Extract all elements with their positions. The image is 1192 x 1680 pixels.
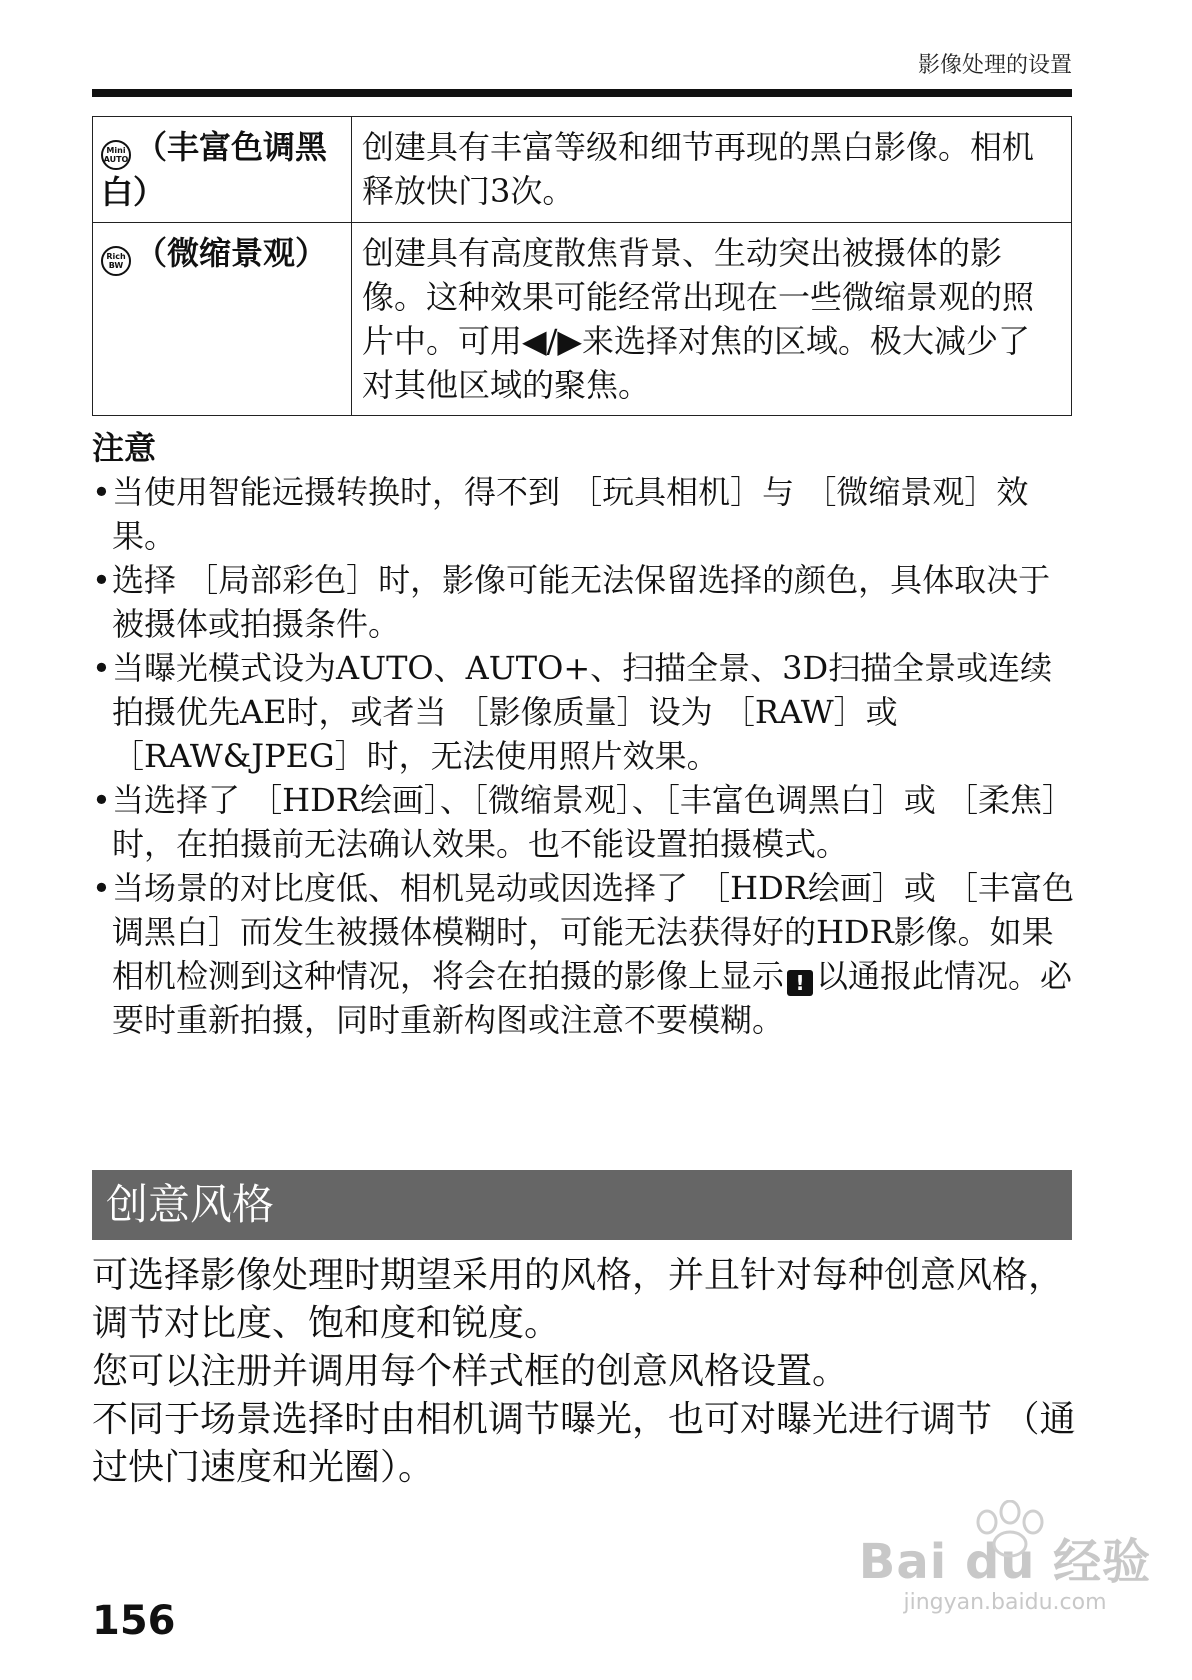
- baidu-jingyan-watermark: [855, 1500, 1155, 1640]
- notes-list: [92, 470, 1082, 1042]
- rich-bw-icon: Rich BW: [101, 246, 131, 276]
- effect-name: （微缩景观）: [135, 234, 328, 272]
- note-text: 当场景的对比度低、相机晃动或因选择了 ［HDR绘画］或 ［丰富色调黑白］而发生被摄体模糊时，可能无法获得好的HDR影像。如果相机检测到这种情况，将会在拍摄的影像上显示: [112, 869, 1075, 995]
- note-item: • 当使用智能远摄转换时，得不到 ［玩具相机］与 ［微缩景观］效果。: [92, 470, 1082, 558]
- section-paragraph: 可选择影像处理时期望采用的风格，并且针对每种创意风格，调节对比度、饱和度和锐度。: [92, 1255, 1065, 1344]
- watermark-brand: Bai du 经验: [858, 1534, 1152, 1590]
- notes-title: 注意: [92, 429, 157, 467]
- header-rule: [92, 89, 1072, 97]
- table-row: [93, 223, 1072, 416]
- page-number: 156: [92, 1598, 176, 1644]
- watermark-site: jingyan.baidu.com: [903, 1590, 1107, 1615]
- effect-name-cell: [93, 223, 352, 416]
- picture-effects-table: [92, 116, 1072, 416]
- page-header-title: 影像处理的设置: [917, 53, 1072, 78]
- note-item: [92, 866, 1082, 1042]
- mini-auto-icon: Mini AUTO: [101, 140, 131, 170]
- note-item: • 当选择了 ［HDR绘画］、［微缩景观］、［丰富色调黑白］或 ［柔焦］时，在拍摄前无法确认效果。也不能设置拍摄模式。: [92, 778, 1082, 866]
- note-item: • 当曝光模式设为AUTO、AUTO+、扫描全景、3D扫描全景或连续拍摄优先AE时，或者当 ［影像质量］设为 ［RAW］或 ［RAW&JPEG］时，无法使用照片效果。: [92, 646, 1082, 778]
- note-item: • 选择 ［局部彩色］时，影像可能无法保留选择的颜色，具体取决于被摄体或拍摄条件。: [92, 558, 1082, 646]
- effect-description: 创建具有高度散焦背景、生动突出被摄体的影像。这种效果可能经常出现在一些微缩景观的照片中。可用◀/▶来选择对焦的区域。极大减少了对其他区域的聚焦。: [352, 223, 1072, 416]
- section-paragraph: 您可以注册并调用每个样式框的创意风格设置。: [92, 1351, 849, 1392]
- effect-description: 创建具有丰富等级和细节再现的黑白影像。相机释放快门3次。: [352, 117, 1072, 223]
- effect-name-cell: [93, 117, 352, 223]
- warning-icon: !: [787, 970, 813, 996]
- paw-icon: [965, 1500, 1055, 1560]
- table-row: [93, 117, 1072, 223]
- section-body: [92, 1252, 1082, 1492]
- section-heading: 创意风格: [92, 1170, 1072, 1240]
- note-text: 以通报此情况。必要时重新拍摄，同时重新构图或注意不要模糊。: [112, 957, 1073, 1039]
- section-paragraph: 不同于场景选择时由相机调节曝光，也可对曝光进行调节 （通过快门速度和光圈）。: [92, 1399, 1076, 1488]
- effect-name: （丰富色调黑白）: [101, 128, 328, 211]
